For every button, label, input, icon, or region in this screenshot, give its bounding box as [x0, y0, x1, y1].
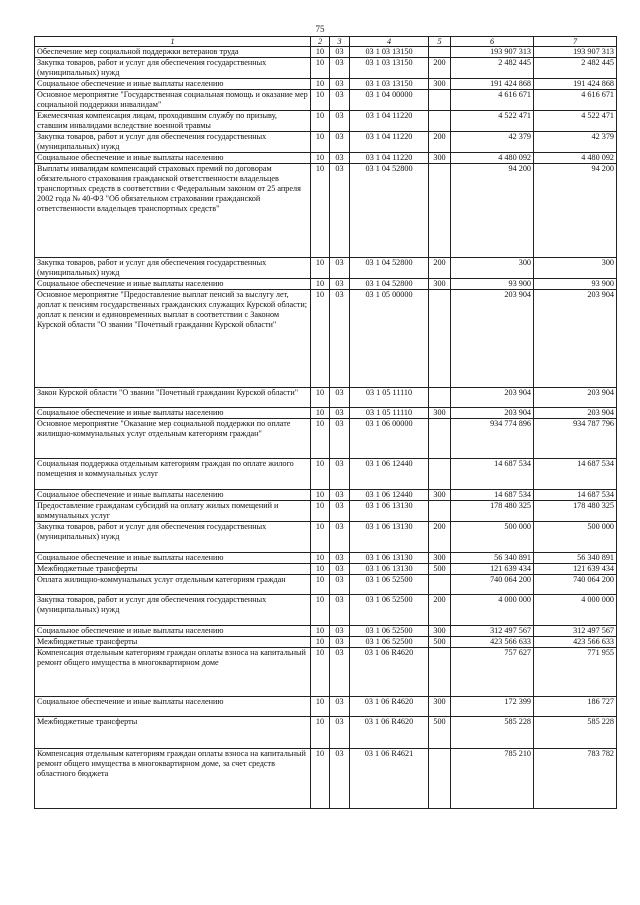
row-expense-type: 500 [429, 564, 451, 575]
row-amount-2: 93 900 [534, 279, 617, 290]
table-row [35, 164, 617, 258]
row-amount-1: 4 522 471 [451, 111, 534, 132]
row-expense-type: 500 [429, 717, 451, 749]
row-amount-2: 934 787 796 [534, 419, 617, 459]
row-expense-type [429, 111, 451, 132]
row-expense-type: 200 [429, 522, 451, 553]
row-subsection: 03 [330, 490, 350, 501]
row-subsection: 03 [330, 717, 350, 749]
table-row [35, 490, 617, 501]
column-header: 6 [451, 37, 534, 47]
row-section: 10 [311, 575, 330, 595]
row-target-code: 03 1 04 52800 [350, 164, 429, 258]
row-target-code: 03 1 03 13150 [350, 58, 429, 79]
row-target-code: 03 1 06 52500 [350, 575, 429, 595]
row-section: 10 [311, 279, 330, 290]
row-section: 10 [311, 388, 330, 408]
row-amount-2: 585 228 [534, 717, 617, 749]
row-expense-type [429, 419, 451, 459]
row-name: Социальное обеспечение и иные выплаты населению [35, 153, 311, 164]
row-name: Социальное обеспечение и иные выплаты населению [35, 490, 311, 501]
row-amount-1: 500 000 [451, 522, 534, 553]
row-section: 10 [311, 697, 330, 717]
row-name: Закупка товаров, работ и услуг для обеспечения государственных (муниципальных) нужд [35, 595, 311, 626]
row-name: Социальное обеспечение и иные выплаты населению [35, 697, 311, 717]
row-subsection: 03 [330, 626, 350, 637]
table-row [35, 575, 617, 595]
row-subsection: 03 [330, 79, 350, 90]
row-section: 10 [311, 717, 330, 749]
table-row [35, 749, 617, 809]
row-target-code: 03 1 06 13130 [350, 564, 429, 575]
row-name: Компенсация отдельным категориям граждан оплаты взноса на капитальный ремонт общего имущества в многоквартирном доме [35, 648, 311, 697]
row-amount-1: 121 639 434 [451, 564, 534, 575]
row-subsection: 03 [330, 90, 350, 111]
row-section: 10 [311, 637, 330, 648]
row-section: 10 [311, 132, 330, 153]
row-amount-1: 94 200 [451, 164, 534, 258]
column-header: 4 [350, 37, 429, 47]
row-name: Предоставление гражданам субсидий на оплату жилых помещений и коммунальных услуг [35, 501, 311, 522]
row-target-code: 03 1 06 12440 [350, 490, 429, 501]
row-target-code: 03 1 04 00000 [350, 90, 429, 111]
table-row [35, 408, 617, 419]
row-section: 10 [311, 90, 330, 111]
row-amount-2: 42 379 [534, 132, 617, 153]
row-amount-1: 193 907 313 [451, 47, 534, 58]
row-subsection: 03 [330, 47, 350, 58]
row-subsection: 03 [330, 279, 350, 290]
row-name: Межбюджетные трансферты [35, 564, 311, 575]
row-name: Межбюджетные трансферты [35, 637, 311, 648]
row-subsection: 03 [330, 564, 350, 575]
row-amount-1: 14 687 534 [451, 490, 534, 501]
column-header: 5 [429, 37, 451, 47]
row-target-code: 03 1 06 R4620 [350, 717, 429, 749]
row-amount-1: 191 424 868 [451, 79, 534, 90]
row-target-code: 03 1 06 R4620 [350, 697, 429, 717]
row-amount-2: 191 424 868 [534, 79, 617, 90]
row-amount-1: 4 480 092 [451, 153, 534, 164]
row-name: Социальное обеспечение и иные выплаты населению [35, 408, 311, 419]
table-row [35, 459, 617, 490]
table-row [35, 79, 617, 90]
row-expense-type [429, 90, 451, 111]
row-amount-1: 4 000 000 [451, 595, 534, 626]
row-amount-2: 203 904 [534, 408, 617, 419]
row-amount-2: 94 200 [534, 164, 617, 258]
column-header: 1 [35, 37, 311, 47]
row-amount-2: 2 482 445 [534, 58, 617, 79]
row-name: Обеспечение мер социальной поддержки ветеранов труда [35, 47, 311, 58]
row-amount-1: 56 340 891 [451, 553, 534, 564]
row-amount-2: 4 616 671 [534, 90, 617, 111]
row-amount-2: 300 [534, 258, 617, 279]
table-row [35, 290, 617, 388]
row-amount-2: 14 687 534 [534, 490, 617, 501]
row-subsection: 03 [330, 408, 350, 419]
row-amount-1: 172 399 [451, 697, 534, 717]
row-target-code: 03 1 03 13150 [350, 47, 429, 58]
table-row [35, 595, 617, 626]
row-name: Социальное обеспечение и иные выплаты населению [35, 626, 311, 637]
row-target-code: 03 1 06 13130 [350, 501, 429, 522]
row-amount-2: 121 639 434 [534, 564, 617, 575]
row-section: 10 [311, 490, 330, 501]
row-section: 10 [311, 501, 330, 522]
row-expense-type [429, 501, 451, 522]
row-subsection: 03 [330, 459, 350, 490]
column-header: 2 [311, 37, 330, 47]
row-target-code: 03 1 06 52500 [350, 637, 429, 648]
table-row [35, 717, 617, 749]
row-name: Социальное обеспечение и иные выплаты населению [35, 79, 311, 90]
row-target-code: 03 1 04 11220 [350, 153, 429, 164]
row-target-code: 03 1 06 13130 [350, 553, 429, 564]
table-row [35, 90, 617, 111]
row-expense-type: 300 [429, 408, 451, 419]
row-section: 10 [311, 111, 330, 132]
row-target-code: 03 1 06 13130 [350, 522, 429, 553]
row-amount-2: 771 955 [534, 648, 617, 697]
row-name: Закупка товаров, работ и услуг для обеспечения государственных (муниципальных) нужд [35, 258, 311, 279]
row-expense-type [429, 575, 451, 595]
row-expense-type: 200 [429, 132, 451, 153]
row-target-code: 03 1 05 11110 [350, 408, 429, 419]
row-subsection: 03 [330, 697, 350, 717]
row-amount-2: 203 904 [534, 388, 617, 408]
row-name: Закупка товаров, работ и услуг для обеспечения государственных (муниципальных) нужд [35, 132, 311, 153]
row-amount-2: 4 000 000 [534, 595, 617, 626]
row-amount-1: 785 210 [451, 749, 534, 809]
row-amount-2: 4 480 092 [534, 153, 617, 164]
table-row [35, 279, 617, 290]
row-amount-1: 757 627 [451, 648, 534, 697]
table-row [35, 419, 617, 459]
table-row [35, 388, 617, 408]
row-expense-type [429, 388, 451, 408]
row-name: Ежемесячная компенсация лицам, проходившим службу по призыву, ставшим инвалидами вследствие военной травмы [35, 111, 311, 132]
row-target-code: 03 1 06 52500 [350, 595, 429, 626]
row-subsection: 03 [330, 637, 350, 648]
row-name: Основное мероприятие "Предоставление выплат пенсий за выслугу лет, доплат к пенсиям государственных гражданских служащих Курской области; доплат к пенсии и единовременных выплат в соответствии с Законом Курской области "О звании "Почетный гражданин Курской области" [35, 290, 311, 388]
row-subsection: 03 [330, 58, 350, 79]
row-target-code: 03 1 04 11220 [350, 132, 429, 153]
row-target-code: 03 1 04 52800 [350, 279, 429, 290]
row-name: Компенсация отдельным категориям граждан оплаты взноса на капитальный ремонт общего имущества в многоквартирном доме, за счет средств областного бюджета [35, 749, 311, 809]
column-header: 3 [330, 37, 350, 47]
row-section: 10 [311, 153, 330, 164]
row-amount-2: 56 340 891 [534, 553, 617, 564]
row-target-code: 03 1 05 00000 [350, 290, 429, 388]
row-amount-2: 423 566 633 [534, 637, 617, 648]
row-subsection: 03 [330, 290, 350, 388]
table-row [35, 553, 617, 564]
row-name: Социальная поддержка отдельным категориям граждан по оплате жилого помещения и коммунальных услуг [35, 459, 311, 490]
row-target-code: 03 1 06 00000 [350, 419, 429, 459]
row-section: 10 [311, 564, 330, 575]
row-section: 10 [311, 553, 330, 564]
row-amount-1: 203 904 [451, 290, 534, 388]
row-subsection: 03 [330, 258, 350, 279]
row-amount-1: 93 900 [451, 279, 534, 290]
table-row [35, 111, 617, 132]
row-target-code: 03 1 06 52500 [350, 626, 429, 637]
row-expense-type: 300 [429, 79, 451, 90]
row-subsection: 03 [330, 419, 350, 459]
row-amount-1: 42 379 [451, 132, 534, 153]
row-amount-2: 203 904 [534, 290, 617, 388]
row-amount-1: 300 [451, 258, 534, 279]
row-section: 10 [311, 164, 330, 258]
row-section: 10 [311, 419, 330, 459]
row-amount-2: 14 687 534 [534, 459, 617, 490]
row-expense-type [429, 164, 451, 258]
row-name: Основное мероприятие "Оказание мер социальной поддержки по оплате жилищно-коммунальных услуг отдельным категориям граждан" [35, 419, 311, 459]
row-section: 10 [311, 595, 330, 626]
row-target-code: 03 1 04 52800 [350, 258, 429, 279]
row-amount-2: 193 907 313 [534, 47, 617, 58]
table-row [35, 648, 617, 697]
row-amount-2: 312 497 567 [534, 626, 617, 637]
row-amount-1: 585 228 [451, 717, 534, 749]
row-target-code: 03 1 04 11220 [350, 111, 429, 132]
row-name: Социальное обеспечение и иные выплаты населению [35, 553, 311, 564]
row-section: 10 [311, 626, 330, 637]
row-section: 10 [311, 648, 330, 697]
row-amount-2: 740 064 200 [534, 575, 617, 595]
column-header: 7 [534, 37, 617, 47]
row-expense-type: 500 [429, 637, 451, 648]
row-name: Закупка товаров, работ и услуг для обеспечения государственных (муниципальных) нужд [35, 58, 311, 79]
row-expense-type [429, 47, 451, 58]
row-expense-type: 200 [429, 595, 451, 626]
row-name: Закон Курской области "О звании "Почетный гражданин Курской области" [35, 388, 311, 408]
row-subsection: 03 [330, 153, 350, 164]
row-subsection: 03 [330, 553, 350, 564]
row-subsection: 03 [330, 164, 350, 258]
row-amount-1: 934 774 896 [451, 419, 534, 459]
row-subsection: 03 [330, 111, 350, 132]
table-row [35, 58, 617, 79]
row-amount-1: 2 482 445 [451, 58, 534, 79]
row-section: 10 [311, 749, 330, 809]
table-row [35, 153, 617, 164]
row-expense-type: 300 [429, 553, 451, 564]
table-row [35, 47, 617, 58]
row-name: Основное мероприятие "Государственная социальная помощь и оказание мер социальной поддержки инвалидам" [35, 90, 311, 111]
table-row [35, 522, 617, 553]
row-section: 10 [311, 258, 330, 279]
row-target-code: 03 1 05 11110 [350, 388, 429, 408]
row-name: Межбюджетные трансферты [35, 717, 311, 749]
row-amount-1: 203 904 [451, 388, 534, 408]
row-name: Выплаты инвалидам компенсаций страховых премий по договорам обязательного страхования гражданской ответственности владельцев транспортных средств в соответствии с Федеральным законом от 25 апреля 2002 года № 40-ФЗ "Об обязательном страховании гражданской ответственности владельцев транспортных средств" [35, 164, 311, 258]
table-row [35, 501, 617, 522]
row-subsection: 03 [330, 132, 350, 153]
table-row [35, 697, 617, 717]
row-target-code: 03 1 06 R4621 [350, 749, 429, 809]
row-section: 10 [311, 408, 330, 419]
row-amount-1: 203 904 [451, 408, 534, 419]
row-section: 10 [311, 290, 330, 388]
row-amount-1: 4 616 671 [451, 90, 534, 111]
budget-table [34, 36, 617, 809]
row-subsection: 03 [330, 648, 350, 697]
row-subsection: 03 [330, 522, 350, 553]
row-target-code: 03 1 06 R4620 [350, 648, 429, 697]
row-amount-1: 14 687 534 [451, 459, 534, 490]
row-expense-type [429, 648, 451, 697]
row-amount-1: 423 566 633 [451, 637, 534, 648]
row-target-code: 03 1 03 13150 [350, 79, 429, 90]
row-expense-type: 300 [429, 153, 451, 164]
row-amount-1: 312 497 567 [451, 626, 534, 637]
row-target-code: 03 1 06 12440 [350, 459, 429, 490]
row-name: Социальное обеспечение и иные выплаты населению [35, 279, 311, 290]
row-subsection: 03 [330, 575, 350, 595]
row-subsection: 03 [330, 749, 350, 809]
row-expense-type [429, 290, 451, 388]
row-expense-type [429, 749, 451, 809]
row-expense-type: 300 [429, 626, 451, 637]
row-subsection: 03 [330, 595, 350, 626]
row-expense-type: 300 [429, 490, 451, 501]
page-number: 75 [315, 24, 325, 34]
row-section: 10 [311, 459, 330, 490]
row-expense-type: 200 [429, 258, 451, 279]
row-subsection: 03 [330, 501, 350, 522]
row-subsection: 03 [330, 388, 350, 408]
column-number-row [35, 37, 617, 47]
row-amount-2: 178 480 325 [534, 501, 617, 522]
table-row [35, 258, 617, 279]
row-name: Закупка товаров, работ и услуг для обеспечения государственных (муниципальных) нужд [35, 522, 311, 553]
row-section: 10 [311, 522, 330, 553]
row-amount-2: 186 727 [534, 697, 617, 717]
row-expense-type: 300 [429, 279, 451, 290]
row-section: 10 [311, 79, 330, 90]
row-amount-2: 783 782 [534, 749, 617, 809]
row-amount-1: 178 480 325 [451, 501, 534, 522]
row-section: 10 [311, 58, 330, 79]
row-expense-type: 200 [429, 58, 451, 79]
table-row [35, 637, 617, 648]
row-amount-2: 500 000 [534, 522, 617, 553]
row-amount-1: 740 064 200 [451, 575, 534, 595]
table-row [35, 564, 617, 575]
row-section: 10 [311, 47, 330, 58]
table-row [35, 132, 617, 153]
row-expense-type [429, 459, 451, 490]
row-name: Оплата жилищно-коммунальных услуг отдельным категориям граждан [35, 575, 311, 595]
row-amount-2: 4 522 471 [534, 111, 617, 132]
row-expense-type: 300 [429, 697, 451, 717]
table-row [35, 626, 617, 637]
